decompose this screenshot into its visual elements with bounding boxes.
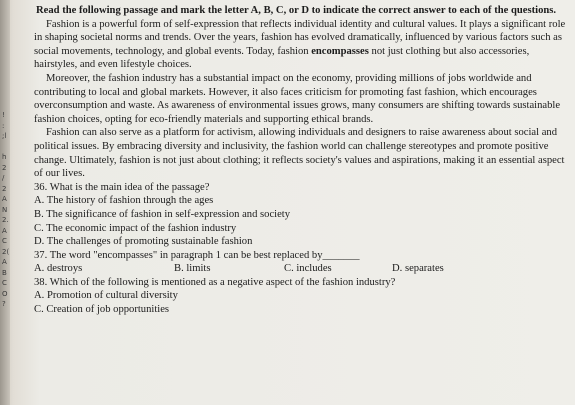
paragraph-2: Moreover, the fashion industry has a substantial impact on the economy, providing millions of jobs worldwide and contributing to local and global markets. However, it also faces criticism for promoting fast fashion, which encourages overconsumption and waste. As awareness of environmental issues grows, many consumers are shifting towards sustainable fashion choices, opting for eco-friendly materials and supporting ethical brands. <box>34 72 561 125</box>
q37-options <box>22 262 567 276</box>
margin-mark <box>2 142 16 153</box>
instruction: Read the following passage and mark the letter A, B, C, or D to indicate the correct answer to each of the questions. <box>36 5 557 16</box>
margin-mark: N <box>2 205 8 214</box>
margin-mark: 2. <box>2 216 9 224</box>
paragraph-1-text-a: Fashion is a powerful form of self-expression that reflects individual identity and cultural values. It plays a significant role in shaping societal norms and trends. Over the years, fashion has evolved dramatically, influenced by various factors such as social movements, technology, and global events. Today, fashion <box>34 18 566 57</box>
q36-option-d: D. The challenges of promoting sustainable fashion <box>34 236 253 248</box>
margin-mark: C <box>2 237 7 245</box>
margin-mark: A <box>2 226 7 235</box>
margin-mark: ! <box>2 111 5 119</box>
paragraph-1-text-b: not just clothing but also accessories, hairstyles, and even lifestyle choices. <box>34 45 530 71</box>
margin-mark: ;l <box>2 132 7 140</box>
margin-mark: h <box>2 153 7 161</box>
q38-option-c: C. Creation of job opportunities <box>34 304 170 316</box>
question-37: 37. The word "encompasses" in paragraph 1 can be best replaced by_______ <box>34 249 360 261</box>
margin-mark: C <box>2 279 7 287</box>
margin-mark: A <box>2 195 7 203</box>
margin-marks <box>2 110 16 310</box>
margin-mark: 2 <box>2 163 7 172</box>
worksheet <box>22 4 567 317</box>
margin-mark: A <box>2 258 7 266</box>
paragraph-3: Fashion can also serve as a platform for activism, allowing individuals and designers to raise awareness about social and political issues. By embracing diversity and inclusivity, the fashion world can challenge stereotypes and promote positive change. Ultimately, fashion is not just about clothing; it reflects society's values and aspirations, making it an essential aspect of our lives. <box>34 127 565 180</box>
margin-mark: ? <box>2 300 6 308</box>
q37-option-b: B. limits <box>174 263 211 275</box>
q36-option-b: B. The significance of fashion in self-expression and society <box>34 208 291 220</box>
keyword-encompasses: encompasses <box>311 45 369 57</box>
margin-mark: O <box>2 289 8 298</box>
q36-option-a: A. The history of fashion through the ages <box>34 195 214 207</box>
q38-option-a: A. Promotion of cultural diversity <box>34 290 178 302</box>
margin-mark: B <box>2 268 7 277</box>
q37-option-a: A. destroys <box>34 263 83 275</box>
q36-option-c: C. The economic impact of the fashion industry <box>34 222 237 234</box>
question-38: 38. Which of the following is mentioned as a negative aspect of the fashion industry? <box>34 276 396 288</box>
question-36: 36. What is the main idea of the passage? <box>34 181 210 193</box>
q37-option-c: C. includes <box>284 263 332 275</box>
q37-option-d: D. separates <box>392 263 444 275</box>
paragraph-1 <box>22 18 567 72</box>
margin-mark: 2( <box>2 247 10 256</box>
margin-mark: 2 <box>2 184 7 193</box>
margin-mark: : <box>2 121 5 130</box>
margin-mark: / <box>2 174 5 182</box>
